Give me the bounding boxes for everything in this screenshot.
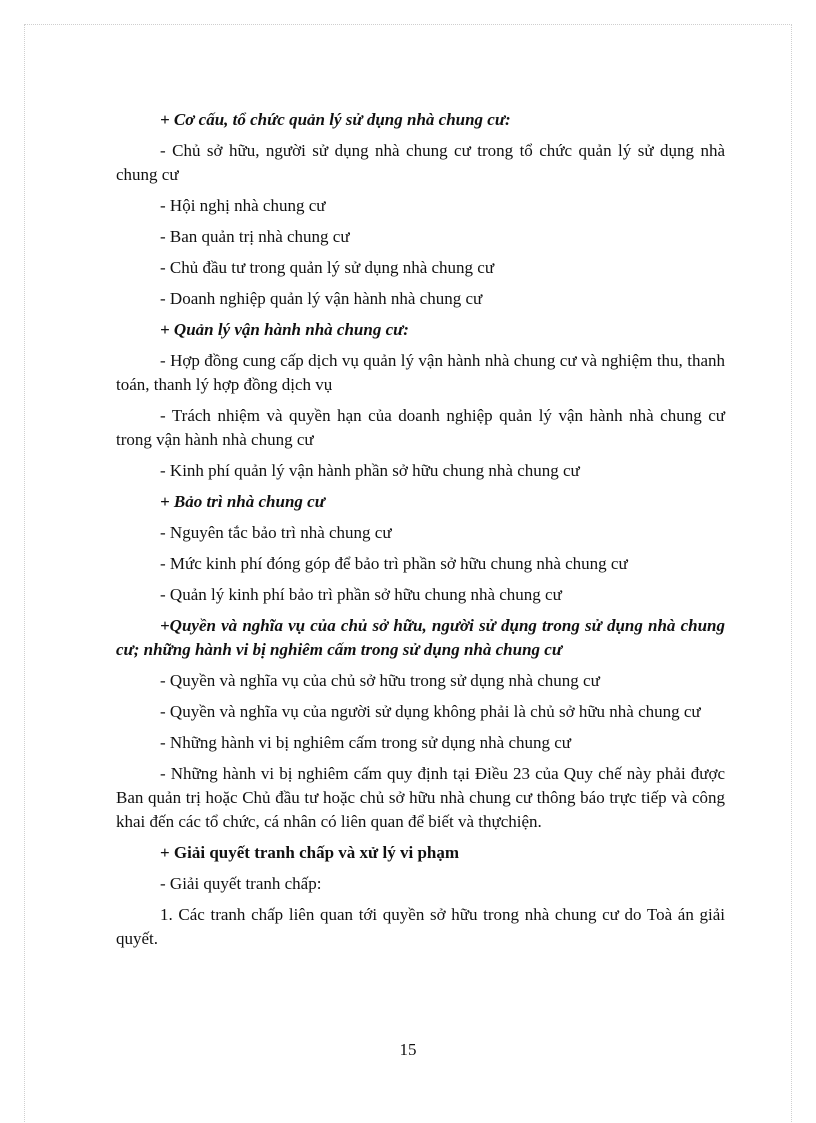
heading-rights: +Quyền và nghĩa vụ của chủ sở hữu, người sử dụng trong sử dụng nhà chung cư; những hành vi bị nghiêm cấm trong sử dụng nhà chung cư [116, 616, 725, 659]
paragraph: - Hợp đồng cung cấp dịch vụ quản lý vận hành nhà chung cư và nghiệm thu, thanh toán, thanh lý hợp đồng dịch vụ [116, 351, 725, 394]
paragraph: - Doanh nghiệp quản lý vận hành nhà chung cư [160, 289, 483, 308]
page-content [116, 108, 725, 958]
paragraph: - Những hành vi bị nghiêm cấm quy định tại Điều 23 của Quy chế này phải được Ban quản trị hoặc Chủ đầu tư hoặc chủ sở hữu nhà chung cư thông báo trực tiếp và công khai đến các tổ chức, cá nhân có liên quan để biết và thựchiện. [116, 764, 725, 831]
heading-disputes: + Giải quyết tranh chấp và xử lý vi phạm [160, 843, 460, 862]
paragraph: 1. Các tranh chấp liên quan tới quyền sở hữu trong nhà chung cư do Toà án giải quyết. [116, 905, 725, 948]
paragraph: - Ban quản trị nhà chung cư [160, 227, 350, 246]
paragraph: - Mức kinh phí đóng góp để bảo trì phần sở hữu chung nhà chung cư [160, 554, 628, 573]
paragraph: - Hội nghị nhà chung cư [160, 196, 326, 215]
paragraph: - Những hành vi bị nghiêm cấm trong sử dụng nhà chung cư [160, 733, 572, 752]
paragraph: - Nguyên tắc bảo trì nhà chung cư [160, 523, 392, 542]
page-number: 15 [399, 1040, 417, 1059]
heading-operation: + Quản lý vận hành nhà chung cư: [160, 320, 409, 339]
paragraph: - Quản lý kinh phí bảo trì phần sở hữu chung nhà chung cư [160, 585, 562, 604]
heading-maintenance: + Bảo trì nhà chung cư [160, 492, 325, 511]
heading-structure: + Cơ cấu, tổ chức quản lý sử dụng nhà chung cư: [160, 110, 511, 129]
paragraph: - Quyền và nghĩa vụ của người sử dụng không phải là chủ sở hữu nhà chung cư [160, 702, 701, 721]
paragraph: - Kinh phí quản lý vận hành phần sở hữu chung nhà chung cư [160, 461, 580, 480]
paragraph: - Chủ đầu tư trong quản lý sử dụng nhà chung cư [160, 258, 495, 277]
paragraph: - Chủ sở hữu, người sử dụng nhà chung cư trong tổ chức quản lý sử dụng nhà chung cư [116, 141, 725, 184]
paragraph: - Giải quyết tranh chấp: [160, 874, 322, 893]
paragraph: - Quyền và nghĩa vụ của chủ sở hữu trong sử dụng nhà chung cư [160, 671, 600, 690]
paragraph: - Trách nhiệm và quyền hạn của doanh nghiệp quản lý vận hành nhà chung cư trong vận hành nhà chung cư [116, 406, 725, 449]
